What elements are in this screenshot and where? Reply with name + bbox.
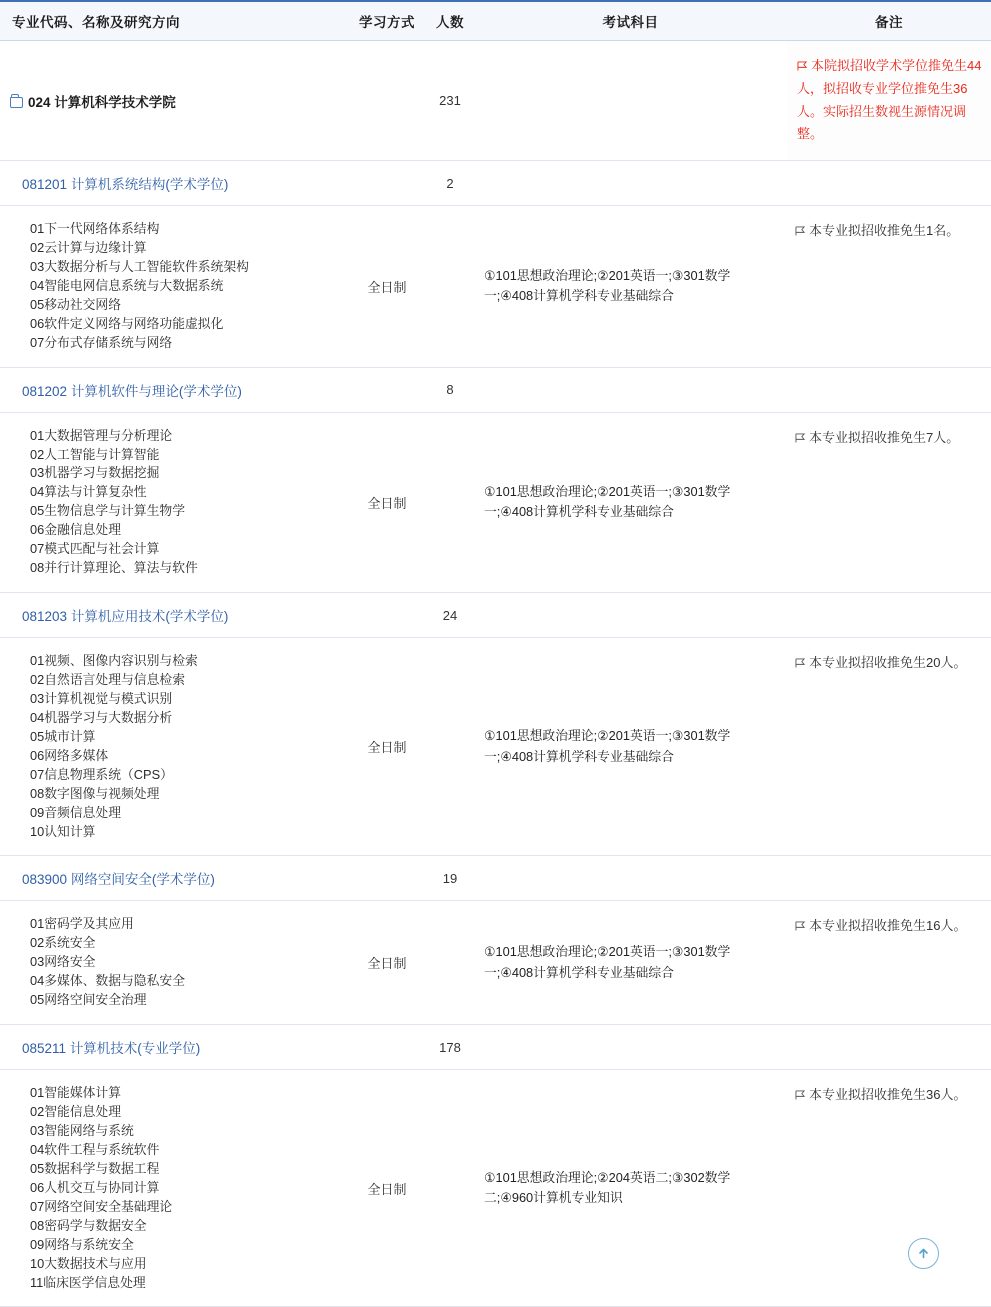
study-mode: 全日制 [348, 206, 426, 368]
college-row [0, 41, 991, 161]
major-code: 083900 [22, 872, 68, 888]
flag-icon [795, 921, 806, 931]
column-header-exam-subjects: 考试科目 [474, 1, 787, 41]
direction-item: 04算法与计算复杂性 [30, 484, 147, 500]
direction-item: 03计算机视觉与模式识别 [30, 690, 173, 706]
major-mode-cell [348, 161, 426, 206]
direction-item: 05城市计算 [30, 728, 96, 744]
major-subjects-cell [474, 367, 787, 412]
directions-cell [0, 901, 348, 1025]
remark-text [795, 918, 966, 933]
remark-text [795, 430, 959, 445]
direction-item: 10认知计算 [30, 823, 96, 839]
direction-item: 01智能媒体计算 [30, 1085, 122, 1101]
direction-item: 03智能网络与系统 [30, 1123, 134, 1138]
college-count: 231 [426, 41, 474, 161]
major-row [0, 1025, 991, 1070]
major-remark-cell [787, 593, 991, 638]
direction-item: 07网络空间安全基础理论 [30, 1198, 173, 1214]
major-row [0, 856, 991, 901]
direction-item: 10大数据技术与应用 [30, 1255, 147, 1271]
direction-item: 04软件工程与系统软件 [30, 1141, 160, 1157]
direction-item: 07分布式存储系统与网络 [30, 334, 173, 350]
exam-subjects: ①101思想政治理论;②201英语一;③301数学一;④408计算机学科专业基础综合 [474, 901, 787, 1025]
table-body [0, 41, 991, 1307]
major-name: 计算机技术(专业学位) [69, 1041, 201, 1057]
exam-subjects: ①101思想政治理论;②201英语一;③301数学一;④408计算机学科专业基础综合 [474, 412, 787, 593]
flag-icon [797, 61, 808, 71]
directions-cell [0, 206, 348, 368]
major-mode-cell [348, 856, 426, 901]
major-count: 2 [426, 161, 474, 206]
direction-item: 05生物信息学与计算生物学 [30, 503, 185, 519]
direction-item: 06金融信息处理 [30, 522, 122, 538]
direction-item: 02智能信息处理 [30, 1104, 122, 1120]
direction-item: 05网络空间安全治理 [30, 992, 147, 1008]
direction-item: 09网络与系统安全 [30, 1236, 134, 1252]
exam-subjects: ①101思想政治理论;②201英语一;③301数学一;④408计算机学科专业基础综合 [474, 638, 787, 856]
directions-cell [0, 638, 348, 856]
direction-item: 06网络多媒体 [30, 747, 109, 763]
study-mode: 全日制 [348, 638, 426, 856]
direction-item: 05移动社交网络 [30, 296, 122, 312]
count-empty-cell [426, 206, 474, 368]
major-subjects-cell [474, 1025, 787, 1070]
major-title-cell[interactable] [0, 856, 348, 901]
direction-item: 01大数据管理与分析理论 [30, 427, 173, 443]
direction-item: 05数据科学与数据工程 [30, 1160, 160, 1176]
folder-icon [10, 97, 23, 108]
major-subjects-cell [474, 856, 787, 901]
count-empty-cell [426, 901, 474, 1025]
major-subjects-cell [474, 593, 787, 638]
major-title-cell[interactable] [0, 1025, 348, 1070]
major-title-cell[interactable] [0, 367, 348, 412]
major-count: 24 [426, 593, 474, 638]
remark-cell [787, 412, 991, 593]
exam-subjects: ①101思想政治理论;②204英语二;③302数学二;④960计算机专业知识 [474, 1070, 787, 1307]
direction-item: 08并行计算理论、算法与软件 [30, 560, 198, 576]
major-code: 081202 [22, 383, 68, 399]
major-remark-cell [787, 161, 991, 206]
direction-item: 08数字图像与视频处理 [30, 785, 160, 801]
column-header-study-mode: 学习方式 [348, 1, 426, 41]
major-count: 178 [426, 1025, 474, 1070]
major-code: 085211 [22, 1041, 67, 1057]
directions-row [0, 1070, 991, 1307]
flag-icon [795, 658, 806, 668]
major-code: 081203 [22, 609, 68, 625]
college-name-cell[interactable] [0, 41, 348, 161]
major-mode-cell [348, 1025, 426, 1070]
major-name: 计算机系统结构(学术学位) [70, 177, 229, 192]
flag-icon [795, 433, 806, 443]
arrow-up-icon [915, 1245, 932, 1262]
major-name: 计算机软件与理论(学术学位) [70, 383, 242, 399]
college-mode-cell [348, 41, 426, 161]
direction-item: 02云计算与边缘计算 [30, 239, 147, 255]
direction-item: 07信息物理系统（CPS） [30, 766, 173, 782]
count-empty-cell [426, 638, 474, 856]
table-header [0, 1, 991, 41]
directions-cell [0, 1070, 348, 1307]
major-title-cell[interactable] [0, 161, 348, 206]
direction-item: 04机器学习与大数据分析 [30, 709, 173, 725]
remark-cell [787, 901, 991, 1025]
direction-item: 03网络安全 [30, 954, 96, 970]
exam-subjects: ①101思想政治理论;②201英语一;③301数学一;④408计算机学科专业基础综合 [474, 206, 787, 368]
college-note-content: 本院拟招收学术学位推免生44人，拟招收专业学位推免生36人。实际招生数视生源情况调整。 [797, 58, 982, 142]
remark-cell [787, 1070, 991, 1307]
direction-item: 09音频信息处理 [30, 804, 122, 820]
remark-cell [787, 206, 991, 368]
remark-content: 本专业拟招收推免生1名。 [809, 223, 960, 238]
major-row [0, 161, 991, 206]
flag-icon [795, 226, 806, 236]
direction-item: 11临床医学信息处理 [30, 1274, 146, 1290]
direction-item: 07模式匹配与社会计算 [30, 541, 160, 557]
major-subjects-cell [474, 161, 787, 206]
direction-item: 03大数据分析与人工智能软件系统架构 [30, 258, 249, 274]
direction-item: 01密码学及其应用 [30, 916, 134, 932]
direction-item: 01视频、图像内容识别与检索 [30, 653, 198, 669]
direction-item: 06人机交互与协同计算 [30, 1179, 160, 1195]
column-header-major: 专业代码、名称及研究方向 [0, 1, 348, 41]
college-note-cell [787, 41, 991, 161]
college-name: 024 计算机科学技术学院 [28, 94, 176, 110]
major-row [0, 593, 991, 638]
remark-text [795, 655, 966, 670]
study-mode: 全日制 [348, 901, 426, 1025]
direction-item: 02人工智能与计算智能 [30, 446, 160, 462]
direction-item: 01下一代网络体系结构 [30, 221, 160, 236]
remark-content: 本专业拟招收推免生7人。 [809, 429, 960, 445]
major-row [0, 367, 991, 412]
college-subjects-cell [474, 41, 787, 161]
direction-item: 02系统安全 [30, 935, 96, 951]
flag-icon [795, 1090, 806, 1100]
column-header-count: 人数 [426, 1, 474, 41]
directions-row [0, 638, 991, 856]
count-empty-cell [426, 412, 474, 593]
remark-content: 本专业拟招收推免生16人。 [809, 918, 967, 934]
major-mode-cell [348, 593, 426, 638]
study-mode: 全日制 [348, 1070, 426, 1307]
direction-item: 03机器学习与数据挖掘 [30, 465, 160, 481]
remark-cell [787, 638, 991, 856]
major-title-cell[interactable] [0, 593, 348, 638]
remark-content: 本专业拟招收推免生36人。 [809, 1087, 967, 1103]
count-empty-cell [426, 1070, 474, 1307]
major-remark-cell [787, 367, 991, 412]
study-mode: 全日制 [348, 412, 426, 593]
major-code: 081201 [22, 177, 68, 192]
major-remark-cell [787, 856, 991, 901]
header-row [0, 1, 991, 41]
directions-row [0, 412, 991, 593]
major-name: 网络空间安全(学术学位) [70, 872, 215, 888]
major-count: 19 [426, 856, 474, 901]
major-name: 计算机应用技术(学术学位) [70, 609, 229, 625]
major-mode-cell [348, 367, 426, 412]
directions-row [0, 206, 991, 368]
direction-item: 08密码学与数据安全 [30, 1217, 147, 1233]
directions-row [0, 901, 991, 1025]
direction-item: 04多媒体、数据与隐私安全 [30, 973, 185, 989]
directions-cell [0, 412, 348, 593]
college-note-text [797, 58, 981, 141]
major-count: 8 [426, 367, 474, 412]
direction-item: 02自然语言处理与信息检索 [30, 672, 185, 687]
remark-text [795, 1087, 966, 1102]
column-header-remarks: 备注 [787, 1, 991, 41]
major-remark-cell [787, 1025, 991, 1070]
remark-text [795, 223, 959, 238]
direction-item: 06软件定义网络与网络功能虚拟化 [30, 315, 224, 331]
direction-item: 04智能电网信息系统与大数据系统 [30, 277, 224, 293]
remark-content: 本专业拟招收推免生20人。 [809, 655, 967, 671]
